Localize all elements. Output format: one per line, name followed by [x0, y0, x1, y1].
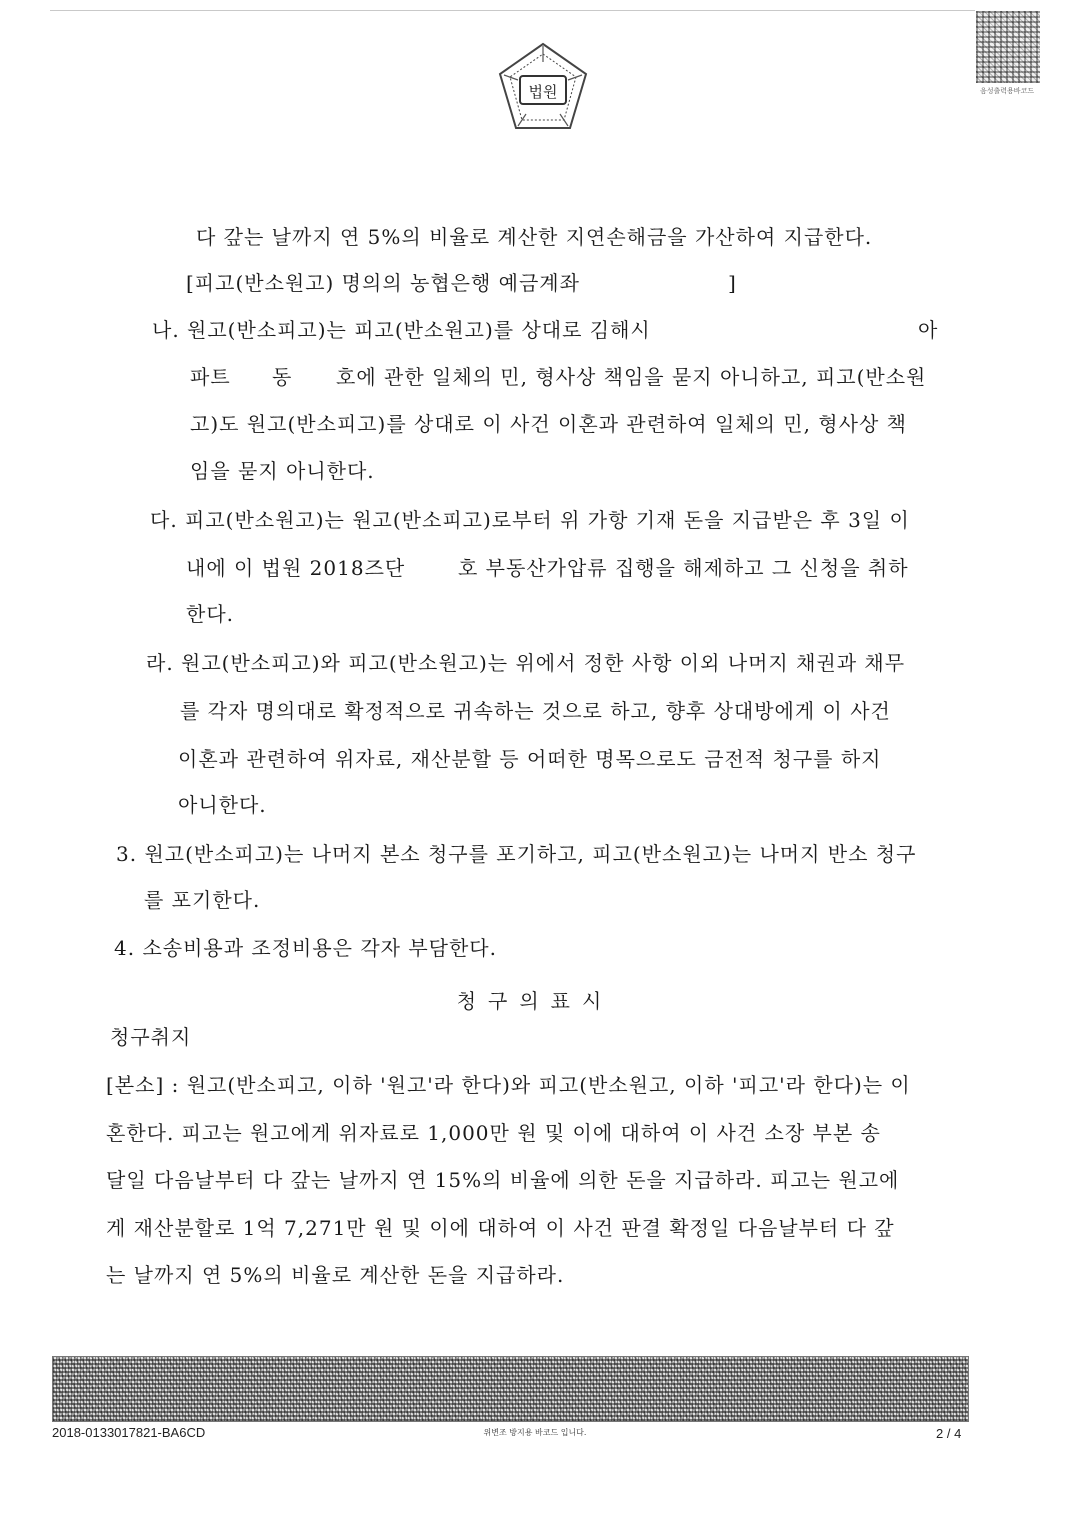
text-line: 이혼과 관련하여 위자료, 재산분할 등 어떠한 명목으로도 금전적 청구를 하지	[178, 747, 882, 771]
text-line: 임을 묻지 아니한다.	[190, 459, 375, 483]
text-line: 달일 다음날부터 다 갚는 날까지 연 15%의 비율에 의한 돈을 지급하라. 피고는 원고에	[106, 1168, 900, 1192]
court-seal-icon	[494, 40, 592, 134]
text-line: 파트	[190, 365, 231, 389]
seal-text: 법원	[528, 83, 558, 101]
barcode-note: 위변조 방지용 바코드 입니다.	[483, 1428, 587, 1437]
text-line: 고)도 원고(반소피고)를 상대로 이 사건 이혼과 관련하여 일체의 민, 형사상 책	[190, 412, 907, 436]
text-line: 동	[272, 365, 293, 389]
top-rule	[50, 10, 975, 11]
text-line: 4. 소송비용과 조정비용은 각자 부담한다.	[114, 936, 497, 960]
anti-forgery-barcode	[52, 1356, 969, 1422]
text-line: 는 날까지 연 5%의 비율로 계산한 돈을 지급하라.	[106, 1263, 565, 1287]
qr-label: 음성출력용바코드	[980, 87, 1035, 95]
text-line: 한다.	[186, 602, 234, 626]
text-line: 를 각자 명의대로 확정적으로 귀속하는 것으로 하고, 향후 상대방에게 이 사건	[180, 699, 891, 723]
text-line: 다 갚는 날까지 연 5%의 비율로 계산한 지연손해금을 가산하여 지급한다.	[196, 225, 873, 249]
page-number: 2 / 4	[936, 1426, 962, 1441]
document-id: 2018-0133017821-BA6CD	[52, 1425, 206, 1440]
text-line: 게 재산분할로 1억 7,271만 원 및 이에 대하여 이 사건 판결 확정일 다음날부터 다 갚	[106, 1216, 895, 1240]
text-line: 혼한다. 피고는 원고에게 위자료로 1,000만 원 및 이에 대하여 이 사건 소장 부본 송	[106, 1121, 881, 1145]
text-line: 아	[918, 318, 939, 342]
text-line: [본소] : 원고(반소피고, 이하 '원고'라 한다)와 피고(반소원고, 이하 '피고'라 한다)는 이	[106, 1073, 911, 1097]
text-line: ]	[728, 271, 737, 295]
text-line: 나. 원고(반소피고)는 피고(반소원고)를 상대로 김해시	[152, 318, 651, 342]
text-line: 를 포기한다.	[144, 888, 261, 912]
text-line: 다. 피고(반소원고)는 원고(반소피고)로부터 위 가항 기재 돈을 지급받은 후 3일 이	[150, 508, 910, 532]
text-line: 호에 관한 일체의 민, 형사상 책임을 묻지 아니하고, 피고(반소원	[336, 365, 927, 389]
text-line: [피고(반소원고) 명의의 농협은행 예금계좌	[186, 271, 580, 295]
text-line: 라. 원고(반소피고)와 피고(반소원고)는 위에서 정한 사항 이외 나머지 채권과 채무	[146, 651, 906, 675]
text-line: 청구취지	[110, 1025, 192, 1049]
qr-code	[976, 11, 1040, 83]
text-line: 호 부동산가압류 집행을 해제하고 그 신청을 취하	[458, 556, 909, 580]
text-line: 내에 이 법원 2018즈단	[186, 556, 406, 580]
text-line: 3. 원고(반소피고)는 나머지 본소 청구를 포기하고, 피고(반소원고)는 나머지 반소 청구	[116, 842, 917, 866]
section-title: 청구의표시	[456, 989, 614, 1013]
text-line: 아니한다.	[178, 793, 267, 817]
